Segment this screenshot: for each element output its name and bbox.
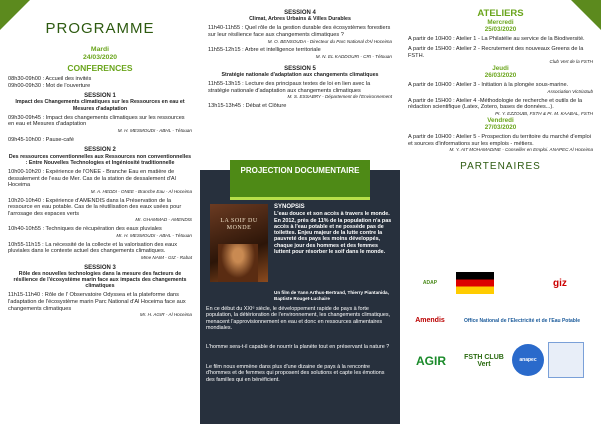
projection-panel xyxy=(200,166,400,424)
atelier-host: M. Y. AIT MOHAMADINE - Conseiller en Emploi. ANAPEC Al Hoceima xyxy=(449,147,593,153)
film-credits: Un film de Yann Arthus-Bertrand, Thierry Piantanida, Baptiste Rouget-Luchaire xyxy=(274,290,389,301)
atelier-line: A partir de 15H00 : Atelier 2 - Recrutement des nouveaux Greens de la FSTH. xyxy=(408,46,584,59)
speaker: M. H. MESMOUDI - ABHL - Tétouan xyxy=(117,127,192,133)
speaker: M. A. HEDDI - ONEE - Branche Eau - Al Hoceima xyxy=(90,188,192,194)
synopsis-text: L'eau douce et son accès à travers le monde. En 2012, près de 11% de la population n'a pas accès à l'eau potable et ne possède pas de toilettes. Enjeu majeur de la lutte contre la pauvreté des pays les moins développés, chaque jour des hommes et des femmes luttent pour résorber le soif dans le monde. xyxy=(274,211,392,256)
synopsis xyxy=(274,204,392,255)
speaker: M. S. ESSABRY - Département de l'Environnement xyxy=(287,94,392,100)
projection-paragraph: L'homme sera-t-il capable de nourrir la planète tout en préservant la nature ? xyxy=(206,344,390,350)
agenda-line: 11h40-11h55 : Quel rôle de la gestion durable des écosystèmes forestiers sur leur résilience face aux changements climatiques ? xyxy=(208,25,391,38)
atelier-day: Jeudi xyxy=(492,64,509,72)
corner-decoration xyxy=(0,0,30,30)
session-4-heading: SESSION 4 Climat, Arbres Urbains & Villes Durables xyxy=(249,10,351,23)
atelier-line: A partir de 10H00 : Atelier 3 - Initiation à la plongée sous-marine. xyxy=(408,82,569,89)
anapec-logo: anapec xyxy=(512,344,544,376)
german-flag-logo xyxy=(456,272,494,294)
agenda-line: 08h30-09h00 : Accueil des invités xyxy=(8,76,92,82)
speaker: Mr. H. AGIR - Al Hoceima xyxy=(139,312,192,318)
session-1-heading: SESSION 1 Impact des Changements climatiques sur les Ressources en eau et Mesures d'adaptation xyxy=(15,93,185,112)
atelier-line: A partir de 15H00 : Atelier 4 -Méthodologie de recherche et outils de la rédaction scientifique (Latex, Zotero, bases de données...). xyxy=(408,97,583,111)
middle-column xyxy=(200,0,400,424)
club-vert-logo: FSTH CLUB Vert xyxy=(464,354,504,368)
session-3-heading: SESSION 3 Rôle des nouvelles technologies dans la mesure des facteurs de résilience de l'écosystème marin face aux impacts des changements climatiques xyxy=(13,264,187,290)
ateliers-title: ATELIERS xyxy=(477,8,524,19)
programme-title: PROGRAMME xyxy=(45,20,155,37)
atelier-host: Association VictriaSub xyxy=(547,88,593,94)
poster-face-image xyxy=(218,244,258,282)
agenda-line: 13h15-13h45 : Débat et Clôture xyxy=(208,103,287,110)
agenda-line: 10h40-10h55 : Techniques de récupération des eaux pluviales xyxy=(8,226,162,233)
conferences-heading: CONFERENCES xyxy=(67,63,133,73)
agenda-line: 09h45-10h00 : Pause-café xyxy=(8,136,74,143)
partner-logos xyxy=(408,266,593,416)
agenda-line: 11h55-13h15 : Lecture des principaux textes de loi en lien avec la stratégie nationale d'adaptation aux changements climatiques xyxy=(208,81,371,94)
speaker: M. N. EL KADDOURI - CRI - Tétouan xyxy=(315,53,392,59)
agenda-line: 10h55-11h15 : La nécessité de la collecte et la valorisation des eaux pluviales dans le contexte actuel des changements climatiques. xyxy=(8,241,178,255)
conference-day: Mardi xyxy=(90,46,110,53)
adap-logo: ADAP xyxy=(422,280,438,286)
poster-title: LA SOIF DU MONDE xyxy=(220,218,258,231)
projection-title: PROJECTION DOCUMENTAIRE xyxy=(230,160,370,200)
ateliers-column xyxy=(400,0,601,424)
atelier-line: A partir de 10H00 : Atelier 5 - Prospection du territoire du marché d'emploi et sources d'informations sur les emplois - métiers. xyxy=(408,134,591,147)
conference-date: 24/03/2020 xyxy=(82,54,118,61)
agenda-line: 11h55-12h15 : Arbre et intelligence territoriale xyxy=(208,47,321,54)
amendis-logo: Amendis xyxy=(415,316,445,324)
giz-logo: giz xyxy=(553,277,567,289)
partner-emblem-logo xyxy=(548,342,584,378)
agir-logo: AGIR xyxy=(416,354,446,368)
agenda-line: 09h00-09h30 : Mot de l'ouverture xyxy=(8,82,91,89)
atelier-date: 25/03/2020 xyxy=(484,26,517,34)
speaker: Mr. GHAMMAD - AMENDIS xyxy=(135,217,192,223)
partners-title: PARTENAIRES xyxy=(460,161,541,173)
atelier-date: 27/03/2020 xyxy=(484,123,517,131)
atelier-line: A partir de 10H00 : Atelier 1 - La Philatélie au service de la Biodiversité. xyxy=(408,36,585,43)
atelier-day: Mercredi xyxy=(487,19,514,26)
agenda-line: 10h20-10h40 : Expérience d'AMENDIS dans la Préservation de la ressource en eau potable. Cas de la réutilisation des eaux usées pour l'arrosage des espaces verts xyxy=(8,197,182,217)
speaker: M. O. BENSOUDA - Directeur du Parc National d'Al Hoceima xyxy=(267,38,392,44)
onee-logo: Office National de l'Electricité et de l'Eau Potable xyxy=(463,318,581,324)
agenda-line: 09h30-09h45 : Impact des changements climatiques sur les ressources en eau et Mesures d'adaptation xyxy=(8,114,185,128)
synopsis-heading: SYNOPSIS xyxy=(274,204,305,210)
projection-paragraph: En ce début du XXIᵉ siècle, le développement rapide de pays à forte population, la détérioration de l'environnement, les changements climatiques, menacent l'approvisionnement en eau et donc en ressources alimentaires mondiales. xyxy=(206,306,391,331)
programme-column xyxy=(0,0,200,424)
agenda-line: 10h00-10h20 : Expérience de l'ONEE - Branche Eau en matière de dessalement de l'eau de Mer. Cas de la station de dessalement d'Al Hoceima xyxy=(8,168,176,189)
film-poster xyxy=(210,204,268,282)
session-5-heading: SESSION 5 Stratégie nationale d'adaptation aux changements climatiques xyxy=(221,65,379,78)
atelier-host: Club Vert de la FSTH xyxy=(549,59,593,65)
corner-decoration xyxy=(571,0,601,30)
session-2-heading: SESSION 2 Des ressources conventionnelles aux Ressources non conventionnelles : Entre Nouvelles Technologies et Ingéniosité traditionnelle xyxy=(8,147,192,166)
speaker: Mr. H. MESMOUDI - ABHL - Tétouan xyxy=(116,232,192,238)
atelier-date: 26/03/2020 xyxy=(484,72,517,80)
agenda-line: 11h15-11h40 : Rôle de l' Observatoire Odyssea et la plateforme dans l'adaptation de l'écosystème marin Parc National d'Al Hoceima face aux changements climatiques xyxy=(8,292,186,312)
speaker: Mme NAIM - GIZ - Rabat xyxy=(140,254,192,260)
atelier-day: Vendredi xyxy=(487,116,514,124)
atelier-host: Pr. Y. EZZOUBI, FSTH & Pr. M. KAABAL, FSTH xyxy=(495,110,593,116)
projection-paragraph: Le film nous emmène dans plus d'une dizaine de pays à la rencontre d'hommes et de femmes qui proposent des solutions et capte les émotions des familles qui en bénéficient. xyxy=(206,364,385,383)
